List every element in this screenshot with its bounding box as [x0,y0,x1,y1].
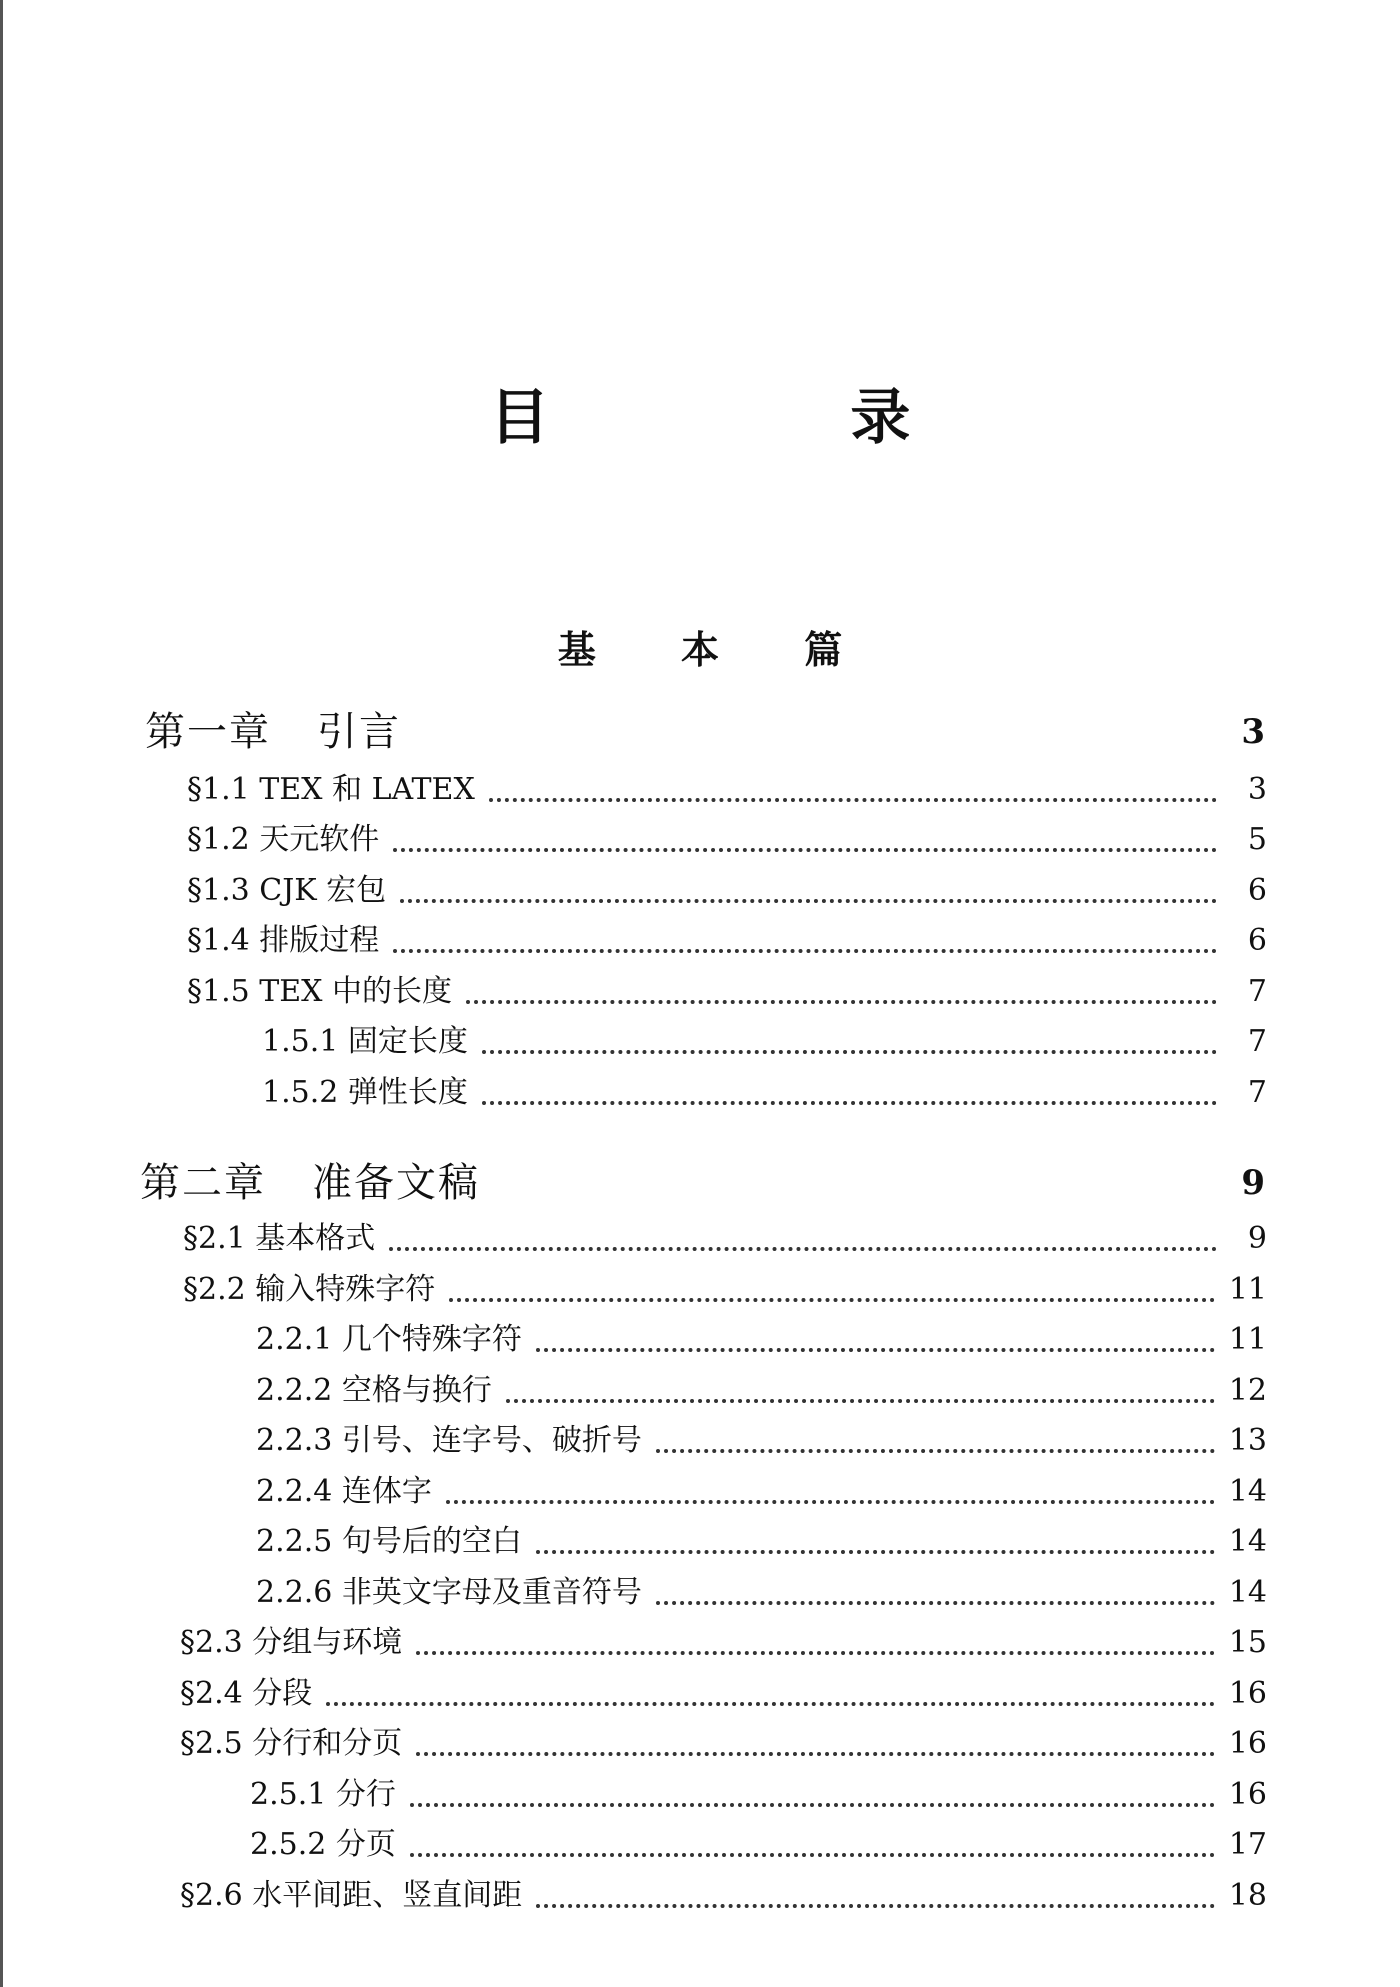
toc-entry[interactable] [256,1421,1267,1461]
entry-label: 2.2.2 空格与换行 [256,1373,492,1408]
dot-leader [400,899,1217,903]
toc-entry[interactable] [180,1876,1267,1916]
chapter-name: 引言 [317,709,401,755]
entry-label: §1.3 CJK 宏包 [187,873,387,908]
entry-label: 2.2.5 句号后的空白 [256,1524,522,1559]
toc-entry[interactable] [250,1825,1267,1865]
toc-entry[interactable] [256,1472,1267,1512]
chapter-heading [145,706,401,758]
entry-page-number: 5 [1247,822,1267,857]
entry-page-number: 17 [1228,1827,1267,1862]
entry-page-number: 14 [1228,1524,1267,1559]
chapter-number: 第一章 [145,709,271,755]
entry-label: §2.6 水平间距、竖直间距 [180,1878,523,1913]
entry-page-number: 15 [1228,1625,1267,1660]
dot-leader [506,1399,1215,1403]
dot-leader [656,1601,1215,1605]
dot-leader [466,1000,1217,1004]
entry-page-number: 16 [1228,1726,1267,1761]
dot-leader [410,1803,1215,1807]
page-title: 目 录 [489,383,1051,453]
entry-label: 2.2.1 几个特殊字符 [256,1322,522,1357]
entry-page-number: 14 [1228,1575,1267,1610]
toc-entry[interactable] [180,1724,1267,1764]
toc-entry[interactable] [256,1320,1267,1360]
entry-page-number: 7 [1247,1024,1267,1059]
entry-label: 1.5.2 弹性长度 [262,1075,468,1110]
dot-leader [416,1752,1215,1756]
toc-entry[interactable] [187,770,1267,810]
entry-label: §1.4 排版过程 [187,923,380,958]
toc-chapter-2[interactable] [140,1157,1265,1209]
toc-entry[interactable] [187,871,1267,911]
toc-entry[interactable] [256,1371,1267,1411]
dot-leader [326,1702,1215,1706]
dot-leader [449,1298,1215,1302]
entry-page-number: 13 [1228,1423,1267,1458]
toc-entry[interactable] [256,1522,1267,1562]
toc-entry[interactable] [187,972,1267,1012]
entry-page-number: 9 [1247,1221,1267,1256]
entry-label: §2.3 分组与环境 [180,1625,403,1660]
entry-label: §1.5 TEX 中的长度 [187,974,453,1009]
dot-leader [536,1348,1215,1352]
dot-leader [536,1550,1215,1554]
dot-leader [416,1651,1215,1655]
entry-page-number: 6 [1247,923,1267,958]
chapter-heading [140,1157,480,1209]
entry-label: §2.1 基本格式 [183,1221,376,1256]
toc-entry[interactable] [262,1022,1267,1062]
dot-leader [446,1500,1215,1504]
entry-page-number: 6 [1247,873,1267,908]
entry-label: §2.2 输入特殊字符 [183,1272,436,1307]
dot-leader [489,798,1217,802]
dot-leader [389,1247,1217,1251]
dot-leader [482,1050,1217,1054]
entry-label: 2.2.3 引号、连字号、破折号 [256,1423,642,1458]
toc-entry[interactable] [183,1219,1267,1259]
dot-leader [393,949,1217,953]
entry-label: 2.2.6 非英文字母及重音符号 [256,1575,642,1610]
dot-leader [482,1101,1217,1105]
entry-label: 2.5.2 分页 [250,1827,396,1862]
entry-page-number: 18 [1228,1878,1267,1913]
entry-label: 2.5.1 分行 [250,1777,396,1812]
entry-page-number: 11 [1228,1272,1267,1307]
toc-entry[interactable] [262,1073,1267,1113]
entry-page-number: 3 [1247,772,1267,807]
entry-page-number: 11 [1228,1322,1267,1357]
chapter-number: 第二章 [140,1160,266,1206]
toc-entry[interactable] [180,1674,1267,1714]
toc-entry[interactable] [250,1775,1267,1815]
chapter-name: 准备文稿 [312,1160,480,1206]
entry-label: §1.2 天元软件 [187,822,380,857]
entry-page-number: 16 [1228,1676,1267,1711]
entry-label: §1.1 TEX 和 LATEX [187,772,475,807]
entry-page-number: 7 [1247,1075,1267,1110]
dot-leader [536,1904,1215,1908]
entry-page-number: 14 [1228,1474,1267,1509]
dot-leader [656,1449,1215,1453]
entry-label: 1.5.1 固定长度 [262,1024,468,1059]
part-title: 基 本 篇 [557,627,879,672]
dot-leader [410,1853,1215,1857]
toc-entry[interactable] [180,1623,1267,1663]
toc-chapter-1[interactable] [145,706,1265,758]
entry-page-number: 7 [1247,974,1267,1009]
entry-label: §2.4 分段 [180,1676,313,1711]
toc-entry[interactable] [187,921,1267,961]
entry-page-number: 16 [1228,1777,1267,1812]
toc-entry[interactable] [187,820,1267,860]
entry-label: §2.5 分行和分页 [180,1726,403,1761]
chapter-page-number: 9 [1241,1163,1265,1203]
toc-entry[interactable] [183,1270,1267,1310]
dot-leader [393,848,1217,852]
chapter-page-number: 3 [1241,712,1265,752]
entry-label: 2.2.4 连体字 [256,1474,432,1509]
toc-entry[interactable] [256,1573,1267,1613]
entry-page-number: 12 [1228,1373,1267,1408]
